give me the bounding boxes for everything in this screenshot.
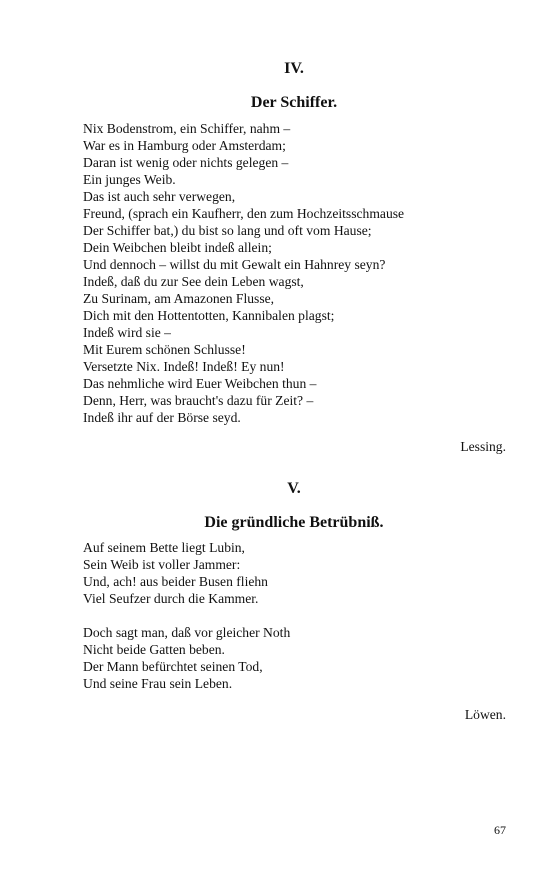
poem-line: Der Schiffer bat,) du bist so lang und oft vom Hause; <box>83 223 372 238</box>
poem-line: Indeß, daß du zur See dein Leben wagst, <box>83 274 304 289</box>
poem-line: Nicht beide Gatten beben. <box>83 642 225 657</box>
poem-line: Und, ach! aus beider Busen fliehn <box>83 574 268 589</box>
poem-iv-title: Der Schiffer. <box>250 94 338 111</box>
poem-iv-body <box>83 120 523 426</box>
page-number: 67 <box>494 823 506 837</box>
poem-line: Ein junges Weib. <box>83 172 176 187</box>
poem-line: Sein Weib ist voller Jammer: <box>83 557 241 572</box>
poem-v-numeral: V. <box>287 480 301 497</box>
poem-line: Das nehmliche wird Euer Weibchen thun – <box>83 376 317 391</box>
poem-line: Versetzte Nix. Indeß! Indeß! Ey nun! <box>83 359 285 374</box>
poem-line: Auf seinem Bette liegt Lubin, <box>83 540 245 555</box>
poem-line: Mit Eurem schönen Schlusse! <box>83 342 246 357</box>
poem-line: Daran ist wenig oder nichts gelegen – <box>83 155 289 170</box>
poem-line: Zu Surinam, am Amazonen Flusse, <box>83 291 275 306</box>
poem-line: Viel Seufzer durch die Kammer. <box>83 591 259 606</box>
poem-iv-numeral: IV. <box>284 60 304 77</box>
poem-line: Dich mit den Hottentotten, Kannibalen plagst; <box>83 308 335 323</box>
poem-line: Dein Weibchen bleibt indeß allein; <box>83 240 272 255</box>
poem-v-title: Die gründliche Betrübniß. <box>204 514 384 531</box>
stanza-gap <box>83 607 523 624</box>
poem-line: Denn, Herr, was braucht's dazu für Zeit? – <box>83 393 314 408</box>
poem-v-body <box>83 539 523 692</box>
poem-line: Nix Bodenstrom, ein Schiffer, nahm – <box>83 121 291 136</box>
poem-line: Das ist auch sehr verwegen, <box>83 189 236 204</box>
poem-line: Der Mann befürchtet seinen Tod, <box>83 659 263 674</box>
poem-line: Doch sagt man, daß vor gleicher Noth <box>83 625 291 640</box>
poem-line: War es in Hamburg oder Amsterdam; <box>83 138 286 153</box>
poem-v-author: Löwen. <box>464 707 506 722</box>
poem-iv-author: Lessing. <box>460 439 506 454</box>
poem-line: Und seine Frau sein Leben. <box>83 676 233 691</box>
poem-line: Freund, (sprach ein Kaufherr, den zum Hochzeitsschmause <box>83 206 405 221</box>
poem-line: Und dennoch – willst du mit Gewalt ein Hahnrey seyn? <box>83 257 386 272</box>
poem-line: Indeß wird sie – <box>83 325 171 340</box>
poem-line: Indeß ihr auf der Börse seyd. <box>83 410 241 425</box>
